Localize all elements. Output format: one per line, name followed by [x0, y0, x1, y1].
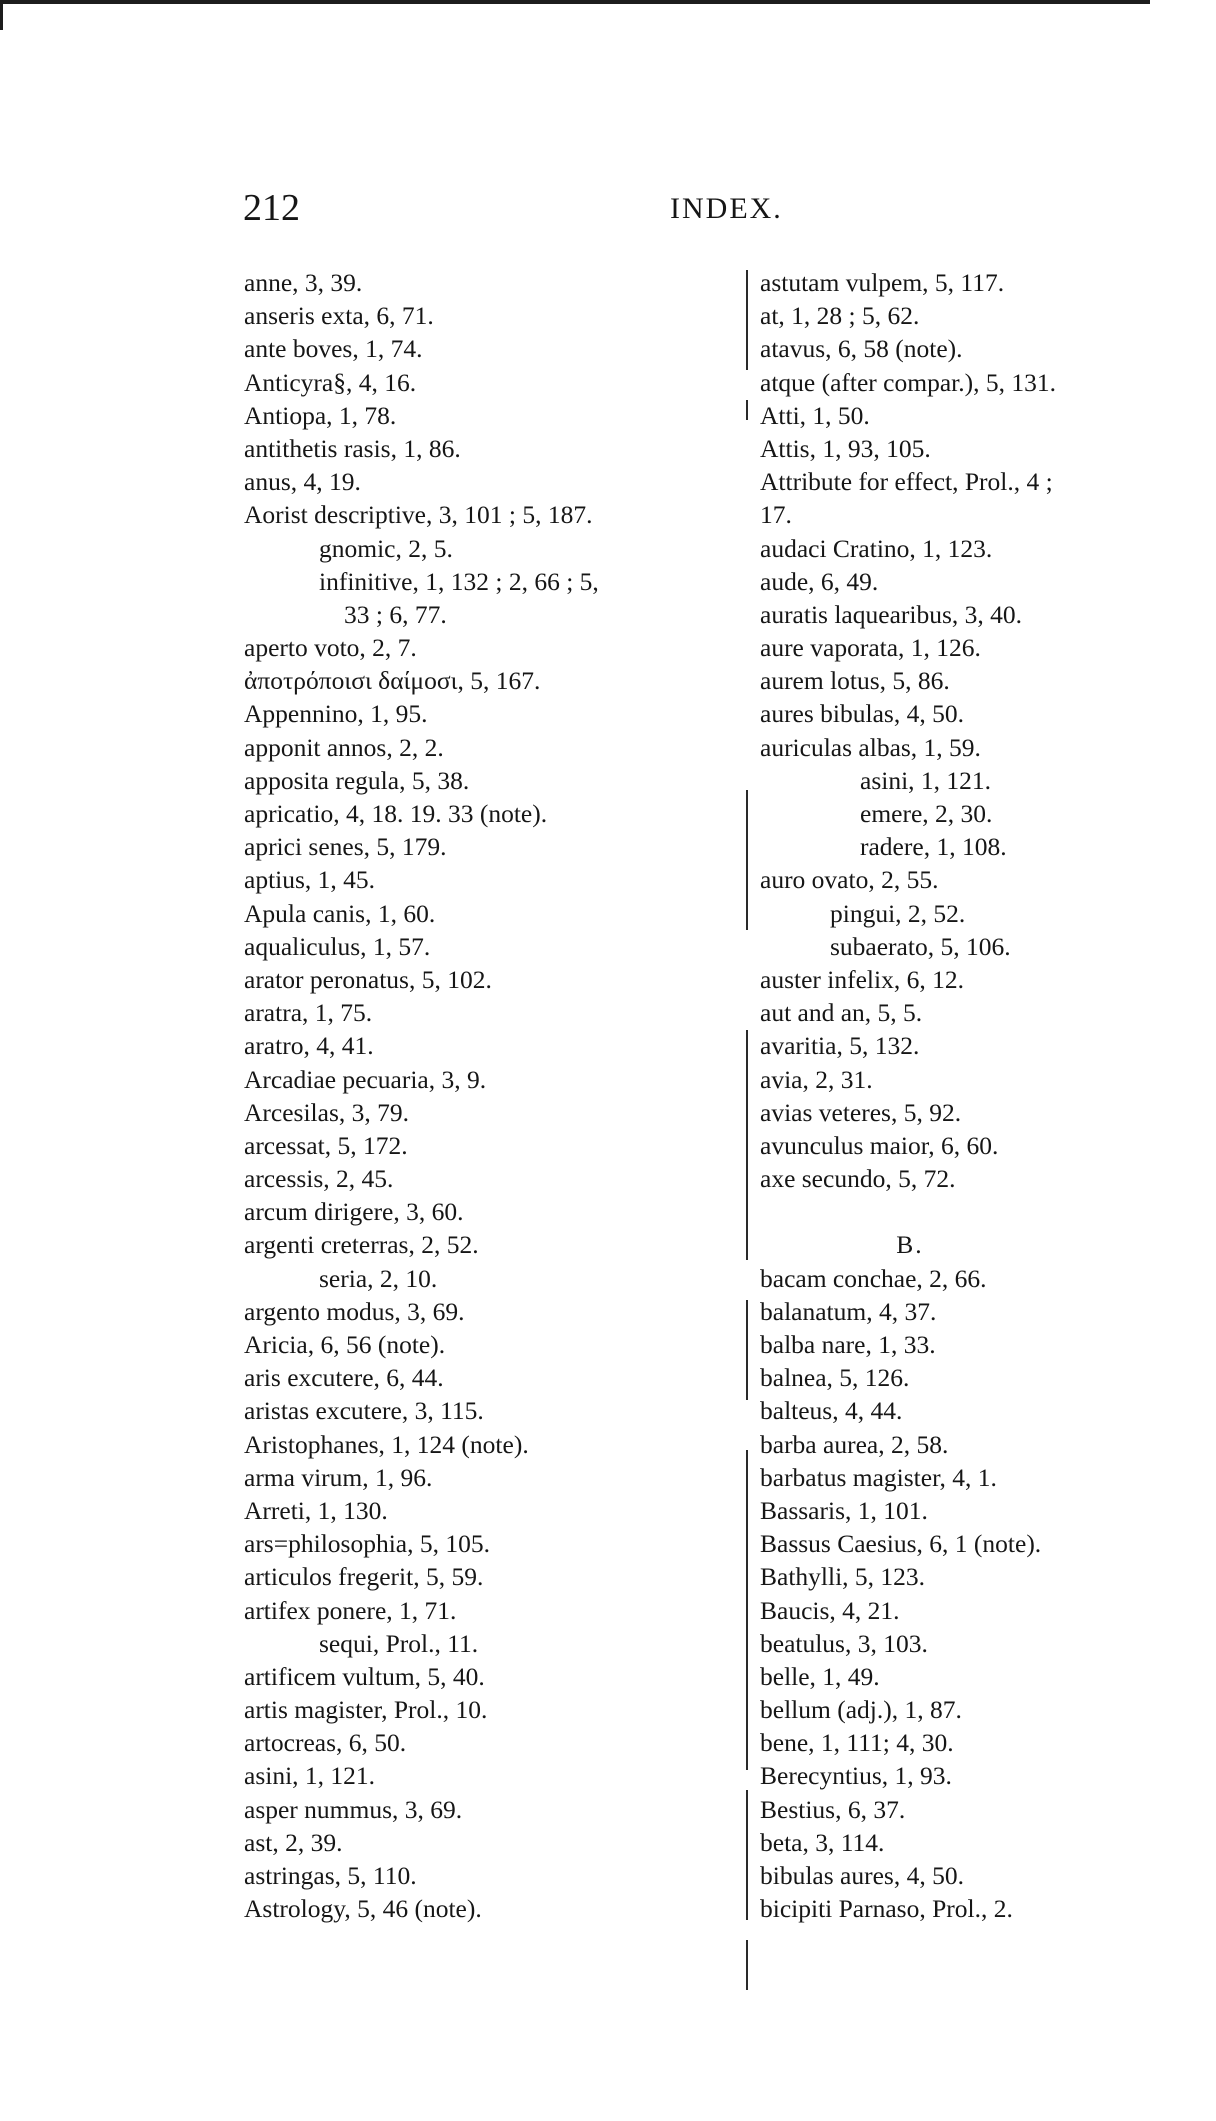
- page-header: [0, 178, 1216, 238]
- index-entry: arcessis, 2, 45.: [244, 1164, 394, 1194]
- column-gutter-rule: [746, 1790, 748, 1920]
- index-entry: Antiopa, 1, 78.: [244, 400, 397, 430]
- column-gutter-rule: [746, 1450, 748, 1770]
- index-entry: bibulas aures, 4, 50.: [760, 1861, 964, 1890]
- index-entry: aude, 6, 49.: [760, 566, 879, 596]
- index-entry: audaci Cratino, 1, 123.: [760, 533, 993, 563]
- index-entry: avaritia, 5, 132.: [760, 1031, 920, 1061]
- index-entry: asini, 1, 121.: [244, 1761, 376, 1791]
- index-entry: avias veteres, 5, 92.: [760, 1097, 962, 1127]
- index-entry: sequi, Prol., 11.: [319, 1628, 479, 1658]
- index-entry: asini, 1, 121.: [860, 765, 992, 795]
- column-gutter-rule: [746, 400, 748, 420]
- index-entry: ἀποτρόποισι δαίμοσι, 5, 167.: [244, 666, 541, 696]
- index-entry: Arcadiae pecuaria, 3, 9.: [244, 1064, 487, 1094]
- index-entry: aratra, 1, 75.: [244, 998, 373, 1028]
- index-entry: apposita regula, 5, 38.: [244, 765, 470, 795]
- index-entry: anne, 3, 39.: [244, 268, 363, 297]
- index-entry: aristas excutere, 3, 115.: [244, 1396, 484, 1426]
- index-entry: belle, 1, 49.: [760, 1661, 880, 1691]
- index-entry: gnomic, 2, 5.: [319, 533, 453, 563]
- index-entry: 33 ; 6, 77.: [344, 599, 447, 629]
- index-entry: arcum dirigere, 3, 60.: [244, 1197, 464, 1227]
- index-entry: bene, 1, 111; 4, 30.: [760, 1728, 954, 1758]
- index-entry: aut and an, 5, 5.: [760, 998, 923, 1028]
- index-entry: Anticyra§, 4, 16.: [244, 367, 417, 397]
- index-entry: aris excutere, 6, 44.: [244, 1363, 444, 1393]
- index-entry: Attis, 1, 93, 105.: [760, 433, 931, 463]
- index-entry: Bassus Caesius, 6, 1 (note).: [760, 1529, 1042, 1559]
- index-entry: Bassaris, 1, 101.: [760, 1495, 928, 1525]
- index-entry: aqualiculus, 1, 57.: [244, 931, 431, 961]
- index-entry: [760, 1195, 1200, 1228]
- index-entry: Aristophanes, 1, 124 (note).: [244, 1429, 529, 1459]
- index-entry: aratro, 4, 41.: [244, 1031, 374, 1061]
- index-entry: argenti creterras, 2, 52.: [244, 1230, 479, 1260]
- index-entry: aptius, 1, 45.: [244, 865, 376, 895]
- index-entry: articulos fregerit, 5, 59.: [244, 1562, 484, 1592]
- index-entry: avia, 2, 31.: [760, 1064, 873, 1094]
- column-gutter-rule: [746, 1940, 748, 1990]
- page-number: 212: [243, 187, 300, 229]
- index-entry: barba aurea, 2, 58.: [760, 1429, 949, 1459]
- index-entry: infinitive, 1, 132 ; 2, 66 ; 5,: [319, 566, 599, 596]
- left-border-rule: [0, 0, 3, 30]
- index-entry: auster infelix, 6, 12.: [760, 964, 964, 994]
- index-entry: bicipiti Parnaso, Prol., 2.: [760, 1894, 1013, 1924]
- index-entry: anus, 4, 19.: [244, 467, 361, 497]
- index-entry: Arcesilas, 3, 79.: [244, 1097, 410, 1127]
- index-entry: seria, 2, 10.: [319, 1263, 438, 1293]
- column-gutter-rule: [746, 270, 748, 370]
- index-entry: aurem lotus, 5, 86.: [760, 666, 950, 696]
- index-entry: axe secundo, 5, 72.: [760, 1164, 956, 1194]
- section-letter: B.: [896, 1230, 924, 1260]
- top-border-rule: [0, 0, 1150, 4]
- index-entry: Bathylli, 5, 123.: [760, 1562, 926, 1592]
- index-entry: asper nummus, 3, 69.: [244, 1794, 463, 1824]
- index-entry: aperto voto, 2, 7.: [244, 633, 417, 663]
- index-entry: emere, 2, 30.: [860, 799, 993, 828]
- index-column-left: [244, 266, 729, 1925]
- running-head: INDEX.: [670, 192, 783, 225]
- index-entry: apponit annos, 2, 2.: [244, 732, 444, 762]
- index-entry: arma virum, 1, 96.: [244, 1462, 433, 1492]
- column-gutter-rule: [746, 790, 748, 930]
- index-entry: Astrology, 5, 46 (note).: [244, 1894, 482, 1924]
- index-column-right: [760, 266, 1200, 1925]
- index-entry: argento modus, 3, 69.: [244, 1296, 465, 1326]
- index-entry: artis magister, Prol., 10.: [244, 1695, 488, 1725]
- index-entry: balanatum, 4, 37.: [760, 1296, 937, 1326]
- index-entry: astutam vulpem, 5, 117.: [760, 268, 1005, 297]
- index-entry: artocreas, 6, 50.: [244, 1728, 407, 1758]
- index-entry: atque (after compar.), 5, 131.: [760, 367, 1056, 397]
- index-entry: 17.: [760, 500, 792, 530]
- index-entry: apricatio, 4, 18. 19. 33 (note).: [244, 799, 548, 828]
- index-entry: aures bibulas, 4, 50.: [760, 699, 964, 729]
- index-entry: pingui, 2, 52.: [830, 898, 966, 928]
- index-entry: balnea, 5, 126.: [760, 1363, 910, 1393]
- index-entry: Apula canis, 1, 60.: [244, 898, 436, 928]
- index-entry: bacam conchae, 2, 66.: [760, 1263, 987, 1293]
- index-entry: atavus, 6, 58 (note).: [760, 334, 963, 364]
- index-entry: bellum (adj.), 1, 87.: [760, 1695, 962, 1725]
- index-entry: anseris exta, 6, 71.: [244, 301, 434, 331]
- index-entry: artifex ponere, 1, 71.: [244, 1595, 457, 1625]
- index-entry: arcessat, 5, 172.: [244, 1130, 408, 1160]
- index-entry: Attribute for effect, Prol., 4 ;: [760, 467, 1053, 497]
- column-gutter-rule: [746, 1300, 748, 1400]
- column-gutter-rule: [746, 1030, 748, 1260]
- index-entry: aure vaporata, 1, 126.: [760, 633, 981, 663]
- index-entry: avunculus maior, 6, 60.: [760, 1130, 999, 1160]
- index-entry: Baucis, 4, 21.: [760, 1595, 900, 1625]
- index-entry: beta, 3, 114.: [760, 1827, 885, 1857]
- index-entry: auriculas albas, 1, 59.: [760, 732, 981, 762]
- index-entry: radere, 1, 108.: [860, 832, 1007, 862]
- index-entry: Arreti, 1, 130.: [244, 1495, 388, 1525]
- index-entry: barbatus magister, 4, 1.: [760, 1462, 997, 1492]
- index-entry: ast, 2, 39.: [244, 1827, 343, 1857]
- index-entry: balba nare, 1, 33.: [760, 1330, 936, 1359]
- index-entry: auro ovato, 2, 55.: [760, 865, 939, 895]
- index-entry: balteus, 4, 44.: [760, 1396, 903, 1426]
- index-entry: Berecyntius, 1, 93.: [760, 1761, 952, 1791]
- index-entry: antithetis rasis, 1, 86.: [244, 433, 461, 463]
- index-entry: astringas, 5, 110.: [244, 1861, 417, 1890]
- index-entry: subaerato, 5, 106.: [830, 931, 1011, 961]
- index-entry: Atti, 1, 50.: [760, 400, 870, 430]
- index-entry: beatulus, 3, 103.: [760, 1628, 928, 1658]
- index-entry: Aricia, 6, 56 (note).: [244, 1330, 446, 1359]
- index-entry: artificem vultum, 5, 40.: [244, 1661, 485, 1691]
- index-entry: aprici senes, 5, 179.: [244, 832, 447, 862]
- index-entry: at, 1, 28 ; 5, 62.: [760, 301, 920, 331]
- index-entry: ante boves, 1, 74.: [244, 334, 423, 364]
- index-entry: Bestius, 6, 37.: [760, 1794, 906, 1824]
- index-entry: ars=philosophia, 5, 105.: [244, 1529, 490, 1559]
- index-entry: Aorist descriptive, 3, 101 ; 5, 187.: [244, 500, 593, 530]
- index-entry: auratis laquearibus, 3, 40.: [760, 599, 1023, 629]
- index-entry: Appennino, 1, 95.: [244, 699, 428, 729]
- index-entry: arator peronatus, 5, 102.: [244, 964, 492, 994]
